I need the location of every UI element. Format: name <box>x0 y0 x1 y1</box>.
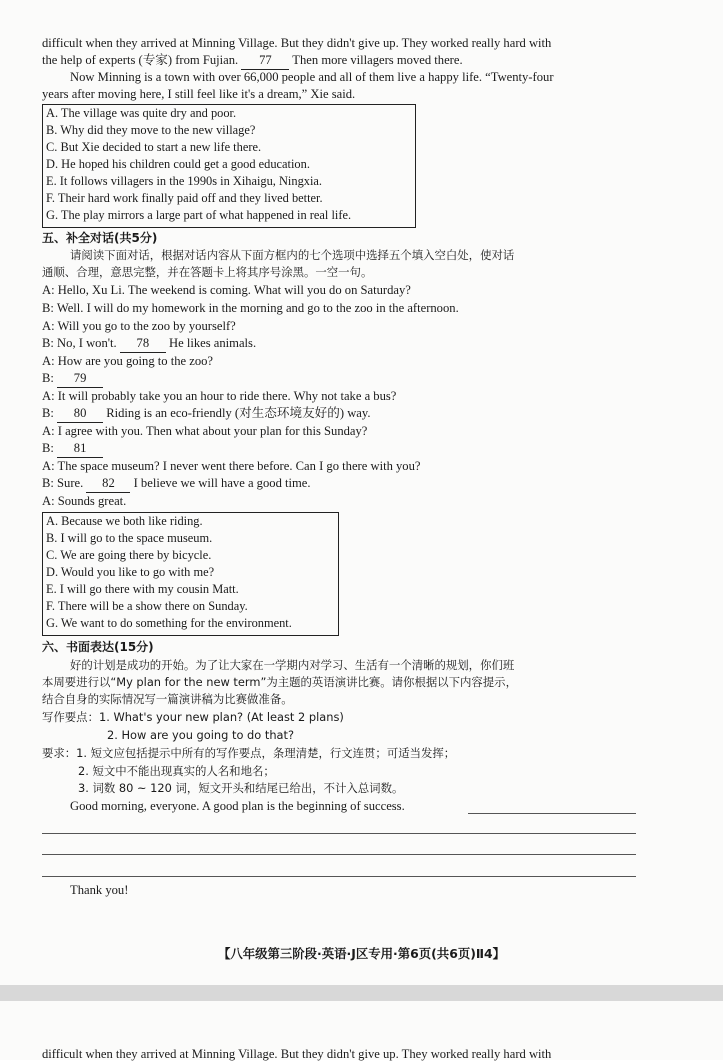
essay-closing: Thank you! <box>70 883 129 897</box>
option-item: A. The village was quite dry and poor. <box>46 106 237 120</box>
dialogue-line: A: I agree with you. Then what about your plan for this Sunday? <box>42 424 368 438</box>
passage-text: Then more villagers moved there. <box>292 53 463 67</box>
option-item: D. He hoped his children could get a good education. <box>46 157 310 171</box>
option-item: C. But Xie decided to start a new life there. <box>46 140 262 154</box>
blank-80: 80 <box>57 405 103 423</box>
blank-82: 82 <box>86 475 130 493</box>
blank-78: 78 <box>120 335 166 353</box>
writing-line <box>42 876 636 877</box>
option-item: B. Why did they move to the new village? <box>46 123 256 137</box>
writing-points: 写作要点：1. What's your new plan? (At least 2 plans) <box>42 710 344 724</box>
option-item: F. There will be a show there on Sunday. <box>46 599 248 613</box>
dialogue-text: I believe we will have a good time. <box>133 476 311 490</box>
dialogue-text: B: <box>42 371 54 385</box>
dialogue-line <box>42 475 311 493</box>
blank-77: 77 <box>241 52 289 70</box>
dialogue-line <box>42 405 371 423</box>
passage-line: years after moving here, I still feel like it's a dream,” Xie said. <box>42 87 356 101</box>
section-heading-dialogue: 五、补全对话(共5分) <box>42 231 158 245</box>
page-separator <box>0 985 723 1001</box>
dialogue-text: B: No, I won't. <box>42 336 117 350</box>
next-page-line: difficult when they arrived at Minning Village. But they didn't give up. They worked really hard with <box>42 1047 552 1061</box>
option-item: E. It follows villagers in the 1990s in Xihaigu, Ningxia. <box>46 174 323 188</box>
writing-line <box>42 833 636 834</box>
dialogue-text: Riding is an eco-friendly (对生态环境友好的) way. <box>106 406 371 420</box>
writing-line <box>42 854 636 855</box>
writing-requirement: 3. 词数 80 ~ 120 词，短文开头和结尾已给出，不计入总词数。 <box>78 781 404 795</box>
writing-prompt-line: 好的计划是成功的开始。为了让大家在一学期内对学习、生活有一个清晰的规划，你们班 <box>70 658 515 672</box>
passage-text: the help of experts (专家) from Fujian. <box>42 53 239 67</box>
dialogue-line: B: Well. I will do my homework in the morning and go to the zoo in the afternoon. <box>42 301 459 315</box>
writing-requirement: 2. 短文中不能出现真实的人名和地名； <box>78 764 275 778</box>
dialogue-line <box>42 440 103 458</box>
section-heading-writing: 六、书面表达(15分) <box>42 640 154 654</box>
dialogue-line: A: Sounds great. <box>42 494 127 508</box>
dialogue-line: A: Will you go to the zoo by yourself? <box>42 319 236 333</box>
blank-81: 81 <box>57 440 103 458</box>
option-item: G. We want to do something for the environment. <box>46 616 292 630</box>
dialogue-line: A: Hello, Xu Li. The weekend is coming. What will you do on Saturday? <box>42 283 411 297</box>
dialogue-line <box>42 370 103 388</box>
options-box-dialogue <box>42 512 339 636</box>
blank-79: 79 <box>57 370 103 388</box>
option-item: C. We are going there by bicycle. <box>46 548 212 562</box>
page-footer: 【八年级第三阶段·英语·J区专用·第6页(共6页)Ⅱ4】 <box>217 946 506 961</box>
dialogue-text: B: <box>42 406 54 420</box>
option-item: D. Would you like to go with me? <box>46 565 215 579</box>
option-item: F. Their hard work finally paid off and they lived better. <box>46 191 323 205</box>
dialogue-text: B: <box>42 441 54 455</box>
writing-prompt-line: 结合自身的实际情况写一篇演讲稿为比赛做准备。 <box>42 692 293 706</box>
dialogue-line <box>42 335 256 353</box>
dialogue-line: A: The space museum? I never went there before. Can I go there with you? <box>42 459 421 473</box>
instruction-line: 通顺、合理，意思完整，并在答题卡上将其序号涂黑。一空一句。 <box>42 265 373 279</box>
options-box-reading <box>42 104 416 228</box>
dialogue-line: A: How are you going to the zoo? <box>42 354 214 368</box>
option-item: G. The play mirrors a large part of what happened in real life. <box>46 208 352 222</box>
instruction-line: 请阅读下面对话，根据对话内容从下面方框内的七个选项中选择五个填入空白处，使对话 <box>70 248 515 262</box>
passage-line: difficult when they arrived at Minning Village. But they didn't give up. They worked really hard with <box>42 36 552 50</box>
writing-requirement: 要求：1. 短文应包括提示中所有的写作要点，条理清楚，行文连贯；可适当发挥； <box>42 746 456 760</box>
option-item: E. I will go there with my cousin Matt. <box>46 582 239 596</box>
essay-opening: Good morning, everyone. A good plan is the beginning of success. <box>70 799 405 813</box>
option-item: A. Because we both like riding. <box>46 514 203 528</box>
passage-line <box>42 52 463 70</box>
dialogue-text: He likes animals. <box>169 336 257 350</box>
dialogue-text: B: Sure. <box>42 476 84 490</box>
dialogue-line: A: It will probably take you an hour to ride there. Why not take a bus? <box>42 389 397 403</box>
option-item: B. I will go to the space museum. <box>46 531 213 545</box>
writing-line <box>468 813 636 814</box>
passage-line: Now Minning is a town with over 66,000 people and all of them live a happy life. “Twenty-four <box>70 70 554 84</box>
writing-prompt-line: 本周要进行以“My plan for the new term”为主题的英语演讲比赛。请你根据以下内容提示， <box>42 675 517 689</box>
writing-points: 2. How are you going to do that? <box>107 728 295 742</box>
